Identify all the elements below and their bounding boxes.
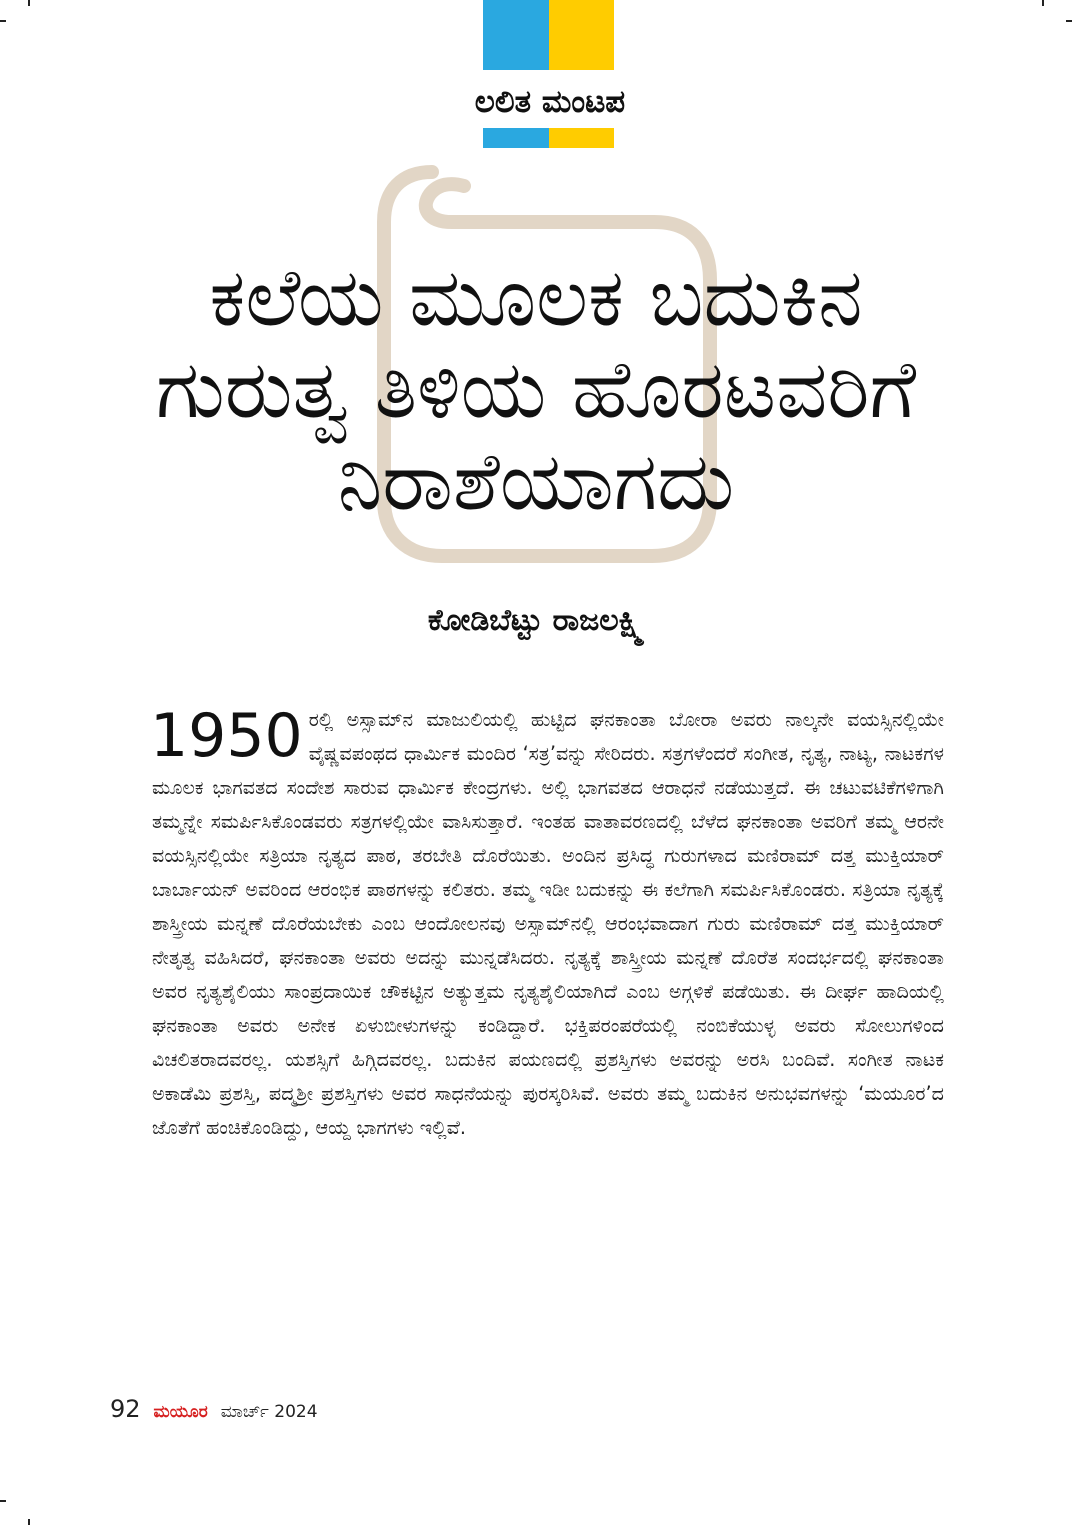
body-text: ರಲ್ಲಿ ಅಸ್ಸಾಮ್‌ನ ಮಾಜುಲಿಯಲ್ಲಿ ಹುಟ್ಟಿದ ಘನಕಾಂತಾ ಬೋರಾ ಅವರು ನಾಲ್ಕನೇ ವಯಸ್ಸಿನಲ್ಲಿಯೇ ವೈಷ್ಣವಪಂಥದ ಧಾರ್ಮಿಕ ಮಂದಿರ ‘ಸತ್ರ’ವನ್ನು ಸೇರಿದರು. ಸತ್ರಗಳೆಂದರೆ ಸಂಗೀತ, ನೃತ್ಯ, ನಾಟ್ಯ, ನಾಟಕಗಳ ಮೂಲಕ ಭಾಗವತದ ಸಂದೇಶ ಸಾರುವ ಧಾರ್ಮಿಕ ಕೇಂದ್ರಗಳು. ಅಲ್ಲಿ ಭಾಗವತದ ಆರಾಧನೆ ನಡೆಯುತ್ತದೆ. ಈ ಚಟುವಟಿಕೆಗಳಿಗಾಗಿ ತಮ್ಮನ್ನೇ ಸಮರ್ಪಿಸಿಕೊಂಡವರು ಸತ್ರಗಳಲ್ಲಿಯೇ ವಾಸಿಸುತ್ತಾರೆ. ಇಂತಹ ವಾತಾವರಣದಲ್ಲಿ ಬೆಳೆದ ಘನಕಾಂತಾ ಅವರಿಗೆ ತಮ್ಮ ಆರನೇ ವಯಸ್ಸಿನಲ್ಲಿಯೇ ಸತ್ರಿಯಾ ನೃತ್ಯದ ಪಾಠ, ತರಬೇತಿ ದೊರೆಯಿತು. ಅಂದಿನ ಪ್ರಸಿದ್ಧ ಗುರುಗಳಾದ ಮಣಿರಾಮ್ ದತ್ತ ಮುಕ್ತಿಯಾರ್ ಬಾರ್ಬಾಯನ್ ಅವರಿಂದ ಆರಂಭಿಕ ಪಾಠಗಳನ್ನು ಕಲಿತರು. ತಮ್ಮ ಇಡೀ ಬದುಕನ್ನು ಈ ಕಲೆಗಾಗಿ ಸಮರ್ಪಿಸಿಕೊಂಡರು. ಸತ್ರಿಯಾ ನೃತ್ಯಕ್ಕೆ ಶಾಸ್ತ್ರೀಯ ಮನ್ನಣೆ ದೊರೆಯಬೇಕು ಎಂಬ ಆಂದೋಲನವು ಅಸ್ಸಾಮ್‌ನಲ್ಲಿ ಆರಂಭವಾದಾಗ ಗುರು ಮಣಿರಾಮ್ ದತ್ತ ಮುಕ್ತಿಯಾರ್ ನೇತೃತ್ವ ವಹಿಸಿದರೆ, ಘನಕಾಂತಾ ಅವರು ಅದನ್ನು ಮುನ್ನಡೆಸಿದರು. ನೃತ್ಯಕ್ಕೆ ಶಾಸ್ತ್ರೀಯ ಮನ್ನಣೆ ದೊರೆತ ಸಂದರ್ಭದಲ್ಲಿ ಘನಕಾಂತಾ ಅವರ ನೃತ್ಯಶೈಲಿಯು ಸಾಂಪ್ರದಾಯಿಕ ಚೌಕಟ್ಟಿನ ಅತ್ಯುತ್ತಮ ನೃತ್ಯಶೈಲಿಯಾಗಿದೆ ಎಂಬ ಅಗ್ಗಳಿಕೆ ಪಡೆಯಿತು. ಈ ದೀರ್ಘ ಹಾದಿಯಲ್ಲಿ ಘನಕಾಂತಾ ಅವರು ಅನೇಕ ಏಳುಬೀಳುಗಳನ್ನು ಕಂಡಿದ್ದಾರೆ. ಭಕ್ತಿಪರಂಪರೆಯಲ್ಲಿ ನಂಬಿಕೆಯುಳ್ಳ ಅವರು ಸೋಲುಗಳಿಂದ ವಿಚಲಿತರಾದವರಲ್ಲ. ಯಶಸ್ಸಿಗೆ ಹಿಗ್ಗಿದವರಲ್ಲ. ಬದುಕಿನ ಪಯಣದಲ್ಲಿ ಪ್ರಶಸ್ತಿಗಳು ಅವರನ್ನು ಅರಸಿ ಬಂದಿವೆ. ಸಂಗೀತ ನಾಟಕ ಅಕಾಡೆಮಿ ಪ್ರಶಸ್ತಿ, ಪದ್ಮಶ್ರೀ ಪ್ರಶಸ್ತಿಗಳು ಅವರ ಸಾಧನೆಯನ್ನು ಪುರಸ್ಕರಿಸಿವೆ. ಅವರು ತಮ್ಮ ಬದುಕಿನ ಅನುಭವಗಳನ್ನು ‘ಮಯೂರ’ದ ಜೊತೆಗೆ ಹಂಚಿಕೊಂಡಿದ್ದು, ಆಯ್ದ ಭಾಗಗಳು ಇಲ್ಲಿವೆ. (152, 708, 944, 1139)
headline-line-3: ನಿರಾಶೆಯಾಗದು (337, 435, 735, 528)
section-logo-yellow-block (549, 0, 614, 70)
section-logo-blue-block (483, 0, 549, 70)
crop-mark (1042, 0, 1044, 6)
issue-date: ಮಾರ್ಚ್ 2024 (220, 1402, 318, 1422)
section-label: ಲಲಿತ ಮಂಟಪ (474, 84, 626, 120)
crop-mark (1066, 20, 1072, 22)
article-body (152, 703, 944, 1145)
crop-mark (0, 1500, 6, 1502)
page-footer (110, 1395, 318, 1423)
crop-mark (28, 1519, 30, 1525)
section-logo-blue-strip (483, 128, 549, 148)
section-logo-yellow-strip (549, 128, 614, 148)
author-byline: ಕೋಡಿಬೆಟ್ಟು ರಾಜಲಕ್ಷ್ಮಿ (427, 603, 645, 638)
crop-mark (0, 20, 6, 22)
dropcap-year: 1950 (150, 701, 303, 771)
headline-line-1: ಕಲೆಯ ಮೂಲಕ ಬದುಕಿನ (209, 251, 863, 344)
page-number: 92 (110, 1395, 141, 1423)
article-headline (60, 252, 1012, 528)
crop-mark (28, 0, 30, 6)
magazine-name: ಮಯೂರ (153, 1402, 208, 1422)
headline-line-2: ಗುರುತ್ವ ತಿಳಿಯ ಹೊರಟವರಿಗೆ (155, 343, 917, 436)
